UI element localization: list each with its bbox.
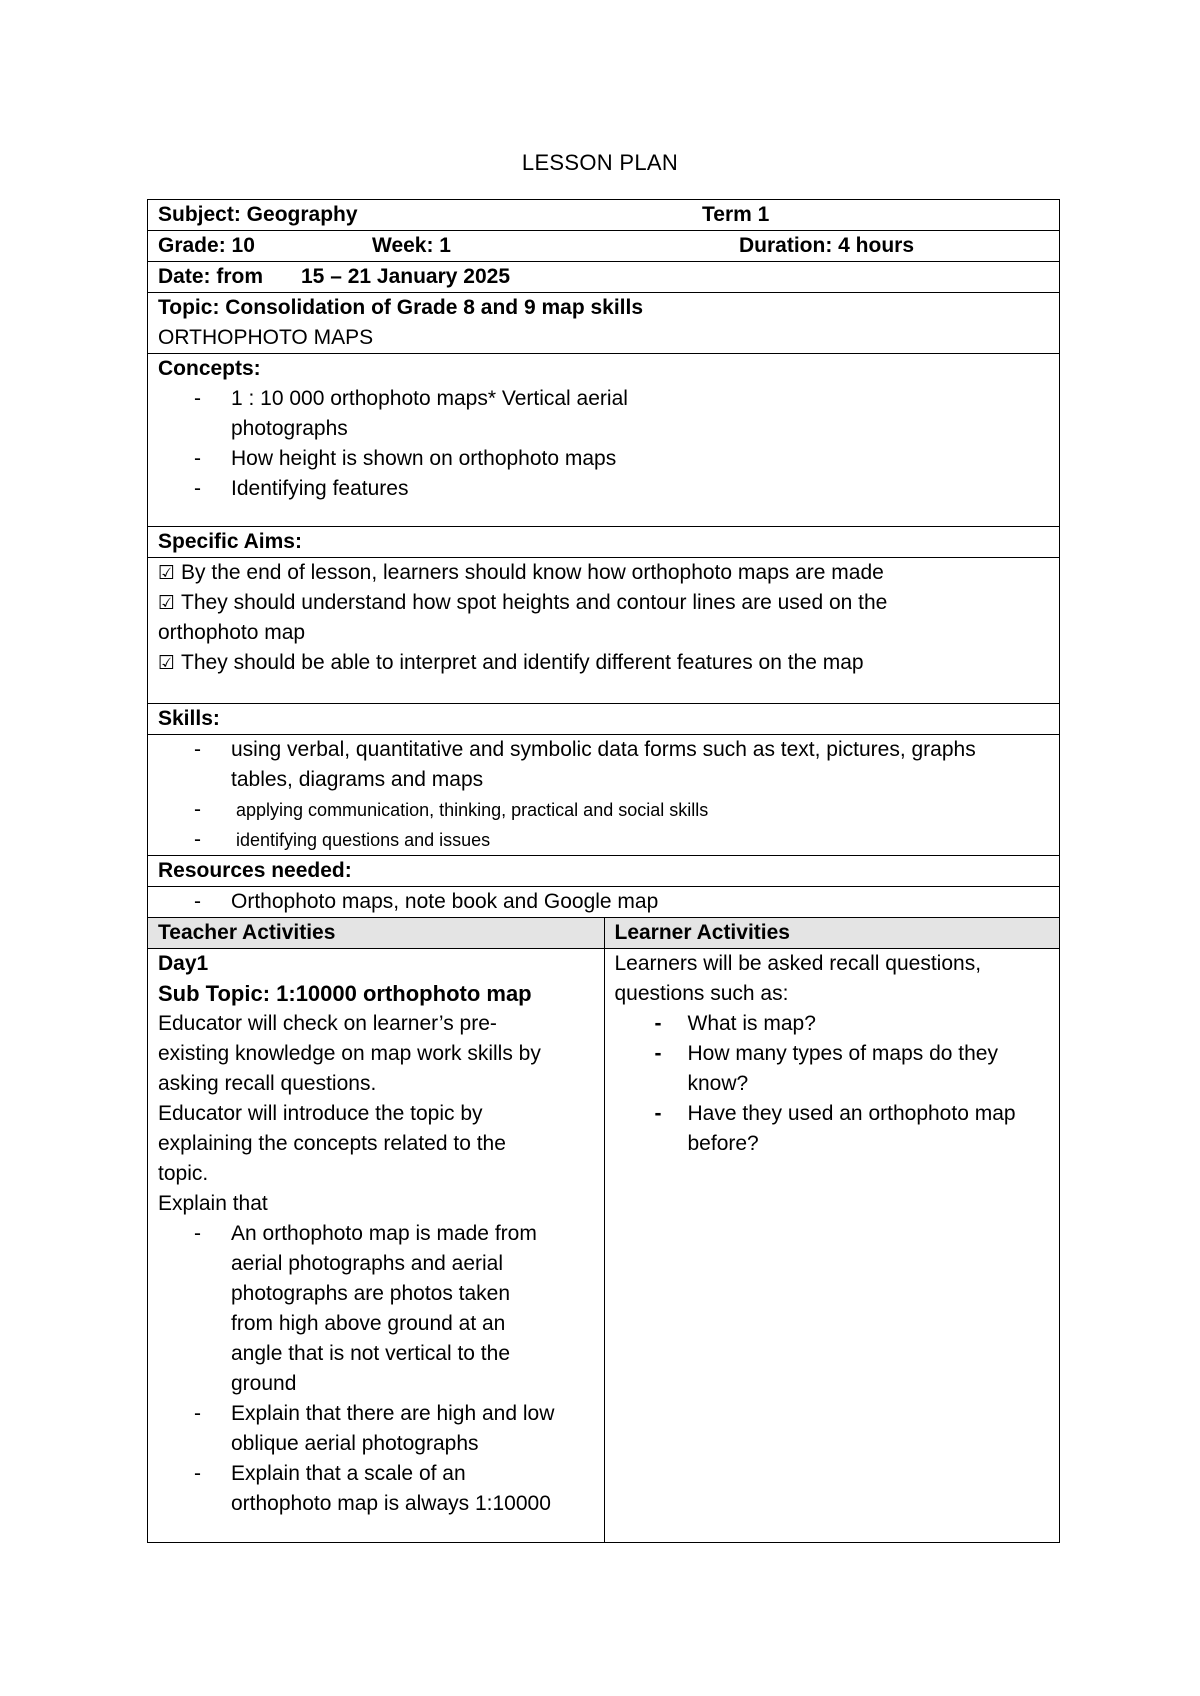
list-item: - identifying questions and issues <box>194 828 491 851</box>
resources-label: Resources needed: <box>158 859 352 882</box>
skills-header-row <box>148 704 1059 735</box>
list-item-continuation: photographs <box>231 417 348 440</box>
concepts-row <box>148 354 1059 527</box>
week-label: Week: 1 <box>372 234 451 257</box>
learner-bullets <box>615 1009 1050 1159</box>
concepts-list <box>158 384 1049 504</box>
list-item-continuation: photographs are photos taken <box>231 1282 511 1305</box>
skills-label: Skills: <box>158 707 220 730</box>
checkbox-icon: ☑ <box>158 592 176 614</box>
teacher-text-line: Educator will check on learner’s pre- <box>158 1012 497 1035</box>
teacher-text-line: explaining the concepts related to the <box>158 1132 506 1155</box>
aims-row <box>148 558 1059 704</box>
list-item: - applying communication, thinking, practical and social skills <box>194 798 709 821</box>
list-item: - Identifying features <box>194 477 409 500</box>
aim-item-continuation: orthophoto map <box>158 621 306 644</box>
term-label: Term 1 <box>702 203 770 226</box>
aims-header-row <box>148 527 1059 558</box>
list-item-continuation: orthophoto map is always 1:10000 <box>231 1492 551 1515</box>
list-item: - How height is shown on orthophoto maps <box>194 447 617 470</box>
lesson-plan-table <box>147 199 1060 1543</box>
list-item-continuation: know? <box>687 1072 749 1095</box>
list-item-continuation: angle that is not vertical to the <box>231 1342 510 1365</box>
aims-label: Specific Aims: <box>158 530 302 553</box>
concepts-label: Concepts: <box>158 357 261 380</box>
duration-label: Duration: 4 hours <box>739 234 915 257</box>
teacher-text-line: topic. <box>158 1162 209 1185</box>
resources-list <box>158 887 1049 917</box>
date-value: 15 – 21 January 2025 <box>301 265 510 288</box>
list-item: - Explain that a scale of an <box>194 1462 466 1485</box>
learner-activities-cell <box>604 949 1060 1542</box>
date-label: Date: from <box>158 265 264 288</box>
list-item-continuation: oblique aerial photographs <box>231 1432 479 1455</box>
list-item-continuation: before? <box>687 1132 759 1155</box>
list-item: - Have they used an orthophoto map <box>654 1102 1016 1125</box>
list-item: - 1 : 10 000 orthophoto maps* Vertical aerial <box>194 387 628 410</box>
list-item: - Explain that there are high and low <box>194 1402 555 1425</box>
list-item: - An orthophoto map is made from <box>194 1222 537 1245</box>
subject-label: Subject: Geography <box>158 203 358 226</box>
teacher-text-line: Explain that <box>158 1192 268 1215</box>
learner-text-line: Learners will be asked recall questions, <box>614 952 982 975</box>
checkbox-icon: ☑ <box>158 562 176 584</box>
teacher-activities-header: Teacher Activities <box>158 921 336 944</box>
topic-row <box>148 293 1059 354</box>
teacher-text-line: asking recall questions. <box>158 1072 377 1095</box>
topic-subtitle: ORTHOPHOTO MAPS <box>158 326 374 349</box>
grade-label: Grade: 10 <box>158 234 255 257</box>
list-item: - Orthophoto maps, note book and Google map <box>194 890 659 913</box>
list-item: - using verbal, quantitative and symbolic data forms such as text, pictures, graphs <box>194 738 976 761</box>
teacher-text-line: existing knowledge on map work skills by <box>158 1042 541 1065</box>
resources-row <box>148 887 1059 918</box>
date-row <box>148 262 1059 293</box>
skills-list <box>158 735 1049 855</box>
skills-row <box>148 735 1059 856</box>
list-item-continuation: ground <box>231 1372 297 1395</box>
topic-line: Topic: Consolidation of Grade 8 and 9 map skills <box>158 296 644 319</box>
learner-text-line: questions such as: <box>614 982 789 1005</box>
list-item-continuation: tables, diagrams and maps <box>231 768 484 791</box>
teacher-bullets <box>158 1219 594 1519</box>
checkbox-icon: ☑ <box>158 652 176 674</box>
day-label: Day1 <box>158 952 209 975</box>
subtopic-label: Sub Topic: 1:10000 orthophoto map <box>158 981 532 1006</box>
learner-activities-header: Learner Activities <box>604 918 1060 948</box>
aim-item: ☑ They should be able to interpret and identify different features on the map <box>158 651 864 674</box>
document-title: LESSON PLAN <box>521 150 679 175</box>
grade-row <box>148 231 1059 262</box>
aim-item: ☑ They should understand how spot heights and contour lines are used on the <box>158 591 888 614</box>
teacher-activities-cell <box>148 949 604 1542</box>
list-item-continuation: aerial photographs and aerial <box>231 1252 504 1275</box>
teacher-text-line: Educator will introduce the topic by <box>158 1102 483 1125</box>
resources-header-row <box>148 856 1059 887</box>
aim-item: ☑ By the end of lesson, learners should know how orthophoto maps are made <box>158 561 884 584</box>
list-item: - What is map? <box>654 1012 816 1035</box>
list-item-continuation: from high above ground at an <box>231 1312 506 1335</box>
list-item: - How many types of maps do they <box>654 1042 998 1065</box>
subject-row <box>148 200 1059 231</box>
activities-header-row <box>148 918 1059 949</box>
activities-body-row <box>148 949 1059 1542</box>
